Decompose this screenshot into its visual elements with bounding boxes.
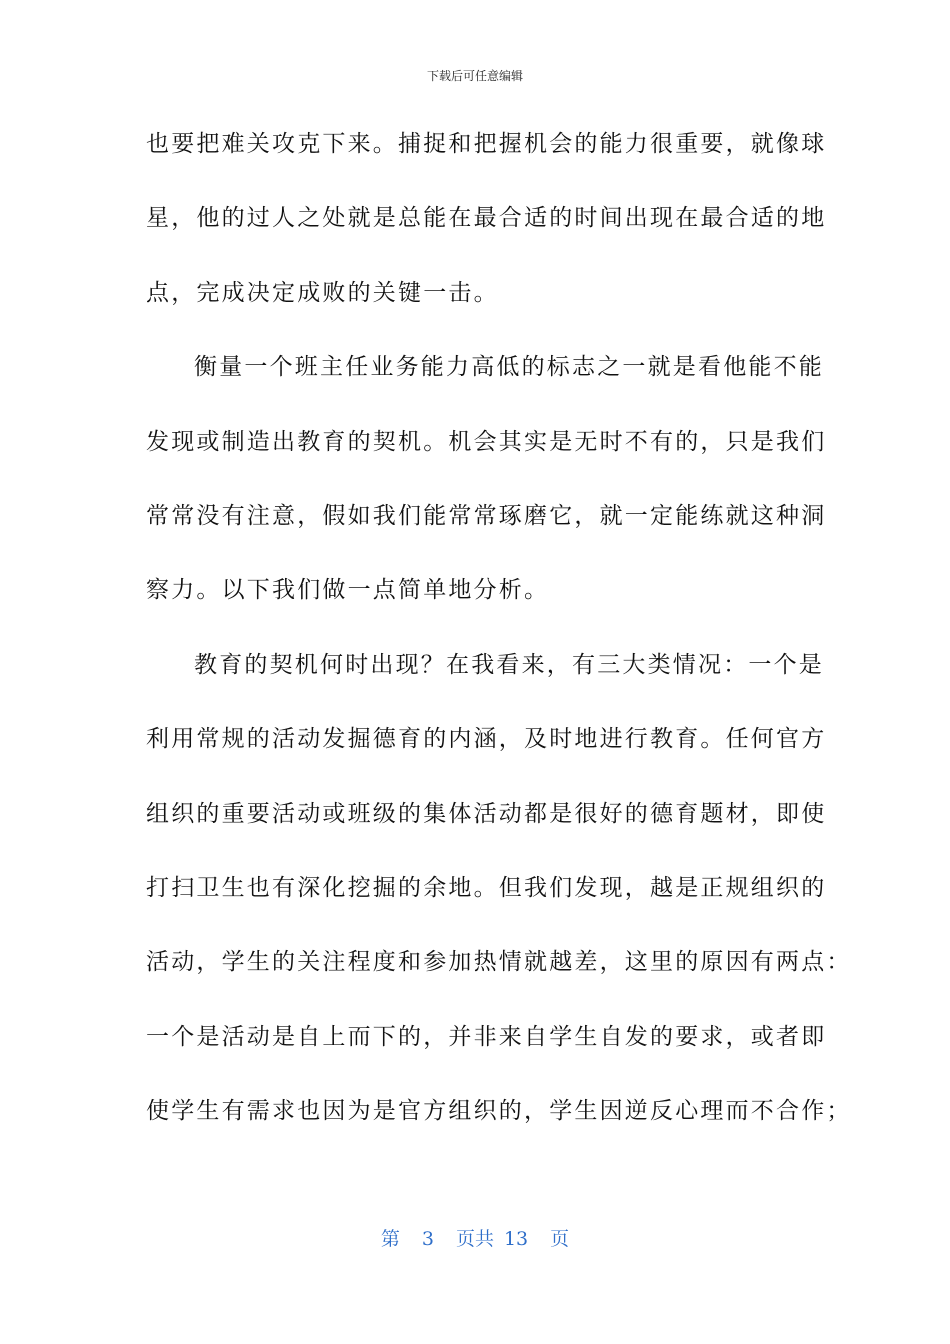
text-line: 活动，学生的关注程度和参加热情就越差，这里的原因有两点： [146,949,852,976]
text-line: 点，完成决定成败的关键一击。 [146,279,499,306]
text-line: 星，他的过人之处就是总能在最合适的时间出现在最合适的地 [146,205,827,232]
header-note: 下载后可任意编辑 [426,69,523,83]
paragraph [146,347,827,645]
footer-suffix: 页 [550,1228,570,1250]
current-page-number: 3 [421,1228,434,1250]
total-pages-number: 13 [503,1228,529,1250]
paragraph [146,124,827,347]
footer-prefix: 第 [380,1228,400,1250]
page-footer [0,1224,950,1251]
text-line: 使学生有需求也因为是官方组织的，学生因逆反心理而不合作； [146,1098,852,1125]
footer-middle: 页共 [455,1228,494,1250]
text-line: 也要把难关攻克下来。捕捉和把握机会的能力很重要，就像球 [146,131,827,157]
document-body [146,124,852,1165]
paragraph [146,645,852,1166]
text-line: 常常没有注意，假如我们能常常琢磨它，就一定能练就这种洞 [146,502,827,529]
text-line: 打扫卫生也有深化挖掘的余地。但我们发现，越是正规组织的 [146,874,827,901]
text-line: 察力。以下我们做一点简单地分析。 [146,577,550,604]
text-line: 利用常规的活动发掘德育的内涵，及时地进行教育。任何官方 [146,726,827,753]
text-line: 一个是活动是自上而下的，并非来自学生自发的要求，或者即 [146,1023,827,1050]
text-line: 衡量一个班主任业务能力高低的标志之一就是看他能不能 [194,354,824,381]
text-line: 组织的重要活动或班级的集体活动都是很好的德育题材，即使 [146,800,827,827]
text-line: 发现或制造出教育的契机。机会其实是无时不有的，只是我们 [146,428,827,455]
text-line: 教育的契机何时出现？在我看来，有三大类情况：一个是 [194,651,824,678]
